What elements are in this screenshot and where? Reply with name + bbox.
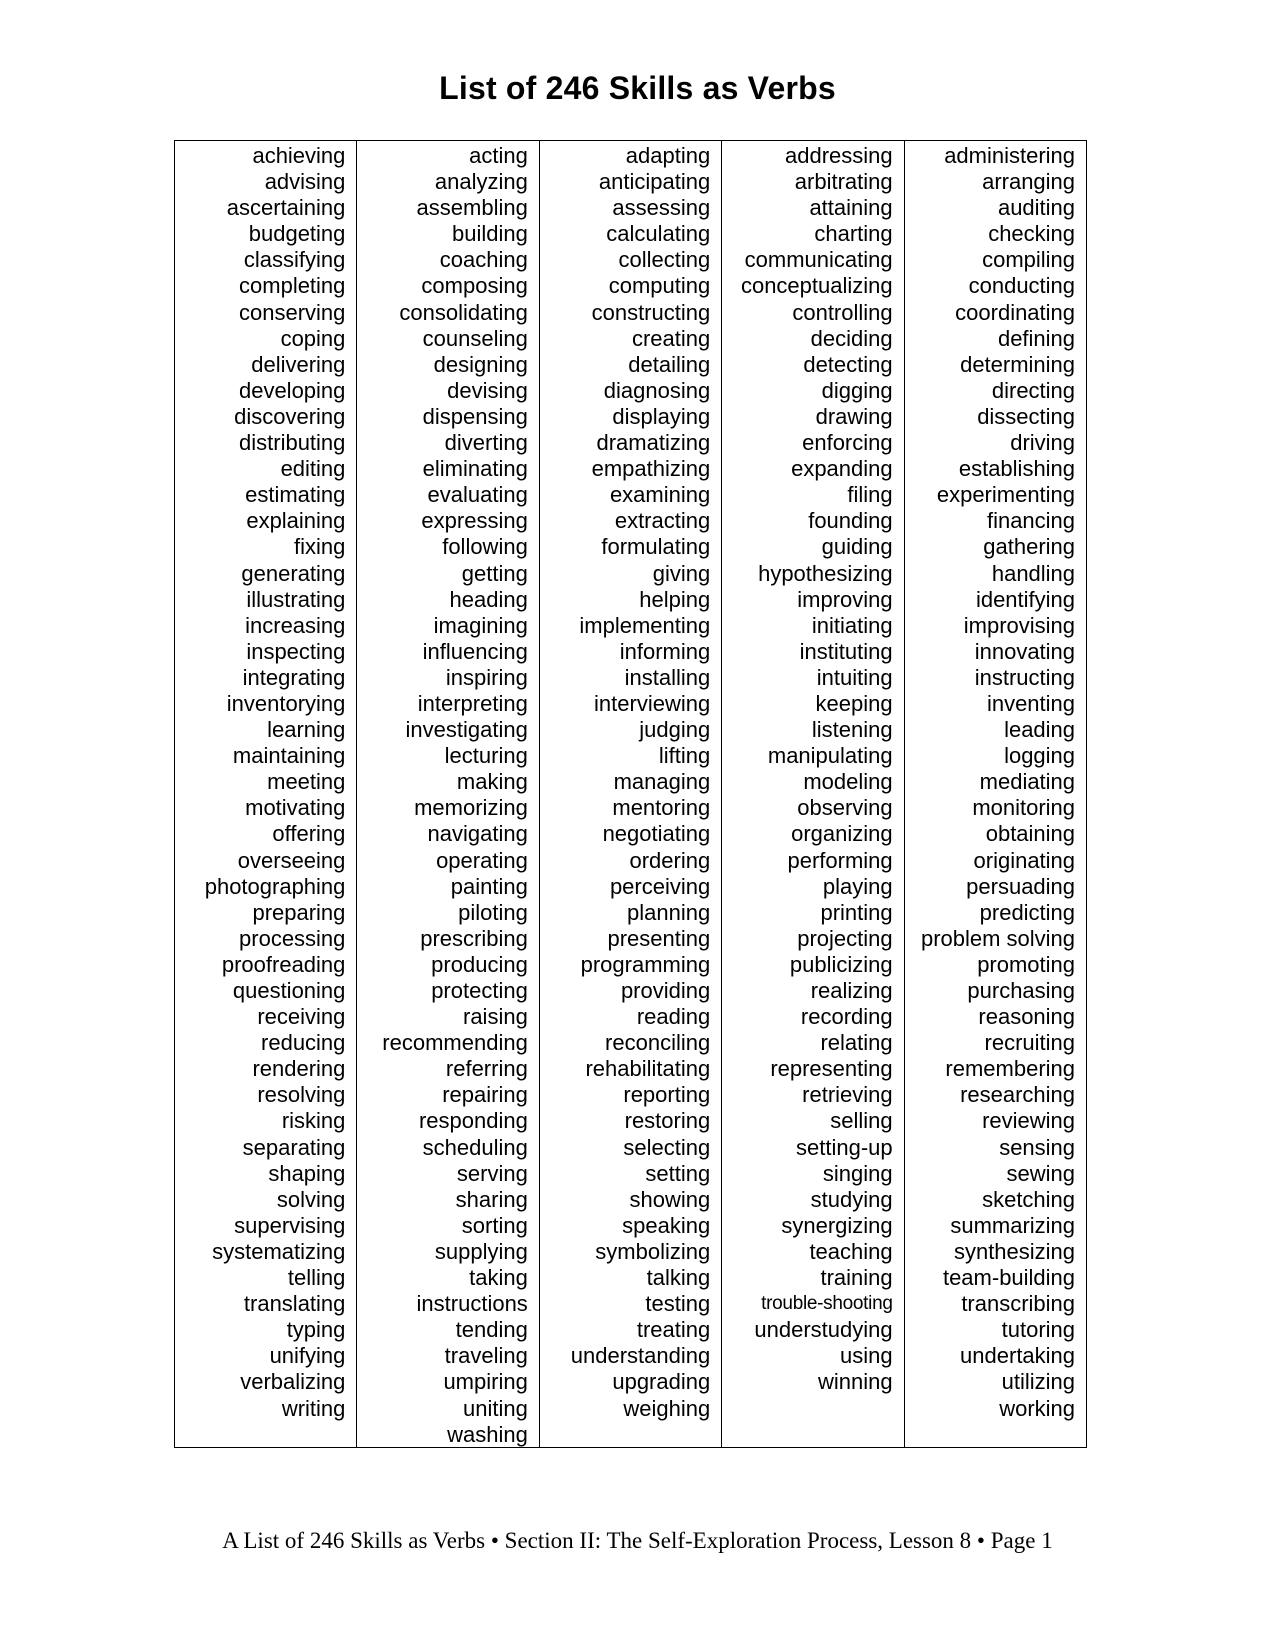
skill-cell: synergizing: [781, 1212, 893, 1238]
page-title: List of 246 Skills as Verbs: [439, 70, 836, 106]
skill-cell: questioning: [232, 978, 346, 1003]
skill-cell: arbitrating: [794, 169, 893, 195]
skill-cell: studying: [810, 1186, 893, 1212]
skill-cell: analyzing: [434, 169, 528, 195]
skill-cell: dispensing: [422, 403, 528, 429]
skill-cell: performing: [787, 847, 893, 873]
skill-cell: upgrading: [612, 1369, 711, 1395]
skill-cell: symbolizing: [595, 1238, 711, 1264]
skill-cell: uniting: [462, 1395, 528, 1421]
skill-cell: generating: [241, 560, 346, 586]
skill-cell: researching: [960, 1082, 1076, 1108]
skill-cell: improving: [797, 586, 893, 612]
skill-cell: monitoring: [972, 795, 1076, 821]
skill-cell: formulating: [601, 534, 711, 560]
skill-cell: logging: [1004, 743, 1076, 769]
skill-cell: conducting: [968, 273, 1076, 299]
skill-cell: informing: [619, 638, 711, 664]
skill-cell: achieving: [252, 143, 346, 168]
skill-cell: expanding: [791, 456, 893, 482]
skill-cell: operating: [436, 847, 528, 873]
skill-cell: directing: [991, 377, 1076, 403]
skill-cell: navigating: [427, 821, 528, 847]
skill-cell: reviewing: [982, 1108, 1076, 1134]
skill-cell: devising: [447, 377, 528, 403]
skill-cell: presenting: [607, 925, 711, 951]
skill-cell: projecting: [797, 925, 893, 951]
skill-cell: representing: [770, 1056, 893, 1082]
skill-cell: memorizing: [414, 795, 528, 821]
skill-cell: interpreting: [417, 690, 528, 716]
skill-cell: relating: [820, 1030, 893, 1056]
skill-cell: empathizing: [591, 456, 711, 482]
skill-cell: shaping: [268, 1160, 346, 1186]
skill-cell: innovating: [974, 638, 1076, 664]
skill-cell: talking: [646, 1265, 711, 1291]
skill-cell: driving: [1010, 430, 1076, 456]
skill-cell: getting: [461, 560, 528, 586]
skill-cell: obtaining: [985, 821, 1076, 847]
skills-table: [174, 140, 1087, 1448]
skill-cell: leading: [1004, 717, 1076, 743]
skill-cell: communicating: [744, 247, 893, 273]
skill-cell: painting: [450, 873, 528, 899]
skill-cell: imagining: [433, 612, 528, 638]
skill-cell: budgeting: [248, 221, 346, 247]
skill-cell: showing: [629, 1186, 711, 1212]
skill-cell: selecting: [623, 1134, 711, 1160]
skill-cell: financing: [986, 508, 1076, 534]
skill-cell: assembling: [416, 195, 528, 221]
skill-cell: systematizing: [212, 1238, 346, 1264]
skill-cell: building: [451, 221, 528, 247]
skill-cell: working: [999, 1395, 1076, 1421]
skill-cell: instituting: [799, 638, 893, 664]
skill-cell: initiating: [811, 612, 893, 638]
skill-cell: assessing: [612, 195, 711, 221]
skill-cell: managing: [613, 769, 711, 795]
skill-cell: typing: [286, 1317, 346, 1343]
skill-cell: explaining: [246, 508, 346, 534]
skill-cell: sorting: [461, 1212, 528, 1238]
skill-cell: preparing: [252, 899, 346, 925]
skill-cell: repairing: [442, 1082, 528, 1108]
skill-cell: anticipating: [598, 169, 711, 195]
skill-cell: estimating: [245, 482, 346, 508]
skill-cell: installing: [624, 664, 711, 690]
skill-cell: supervising: [234, 1212, 346, 1238]
skill-cell: maintaining: [232, 743, 346, 769]
skill-cell: instructing: [974, 664, 1076, 690]
skill-cell: undertaking: [960, 1343, 1076, 1369]
skill-cell: scheduling: [422, 1134, 528, 1160]
skill-cell: gathering: [983, 534, 1076, 560]
skill-cell: protecting: [431, 978, 528, 1003]
skill-cell: raising: [463, 1004, 528, 1030]
skill-cell: sensing: [999, 1134, 1076, 1160]
skill-cell: digging: [821, 377, 893, 403]
skill-cell: tending: [455, 1317, 528, 1343]
skill-cell: reasoning: [978, 1004, 1076, 1030]
skill-cell: auditing: [997, 195, 1076, 221]
skill-cell: composing: [421, 273, 528, 299]
skills-column-2: [357, 141, 539, 1447]
skill-cell: constructing: [591, 299, 711, 325]
skill-cell: following: [442, 534, 528, 560]
skills-column-1: [175, 141, 357, 1447]
skills-column-4: [722, 141, 904, 1447]
skill-cell: summarizing: [950, 1212, 1076, 1238]
skill-cell: tutoring: [1001, 1317, 1076, 1343]
skill-cell: originating: [973, 847, 1076, 873]
skill-cell: implementing: [579, 612, 711, 638]
skill-cell: unifying: [269, 1343, 346, 1369]
skill-cell: teaching: [809, 1238, 893, 1264]
skill-cell: adapting: [625, 143, 711, 168]
skill-cell: piloting: [458, 899, 528, 925]
skill-cell: realizing: [810, 978, 893, 1003]
skill-cell: arranging: [982, 169, 1076, 195]
skill-cell: designing: [433, 351, 528, 377]
skill-cell: reading: [636, 1004, 711, 1030]
skill-cell: creating: [631, 325, 711, 351]
skill-cell: translating: [243, 1291, 346, 1317]
skill-cell: inventing: [986, 690, 1076, 716]
skill-cell: reconciling: [605, 1030, 711, 1056]
skill-cell: solving: [276, 1186, 346, 1212]
skill-cell: computing: [608, 273, 711, 299]
skill-cell: founding: [808, 508, 893, 534]
skill-cell: integrating: [242, 664, 346, 690]
skill-cell: editing: [280, 456, 346, 482]
skill-cell: testing: [645, 1291, 711, 1317]
skill-cell: deciding: [810, 325, 893, 351]
skill-cell: inspecting: [246, 638, 346, 664]
skill-cell: washing: [447, 1421, 528, 1447]
skill-cell: collecting: [618, 247, 711, 273]
skill-cell: resolving: [257, 1082, 346, 1108]
skill-cell: referring: [445, 1056, 528, 1082]
skill-cell: setting: [645, 1160, 711, 1186]
skill-cell: recruiting: [984, 1030, 1076, 1056]
skill-cell: understudying: [754, 1317, 893, 1343]
skill-cell: examining: [609, 482, 711, 508]
skill-cell: extracting: [614, 508, 711, 534]
skill-cell: compiling: [982, 247, 1076, 273]
skill-cell: attaining: [809, 195, 893, 221]
skill-cell: distributing: [239, 430, 346, 456]
skill-cell: receiving: [257, 1004, 346, 1030]
skill-cell: delivering: [251, 351, 346, 377]
skill-cell: fixing: [294, 534, 346, 560]
skill-cell: photographing: [204, 873, 346, 899]
skill-cell: supplying: [434, 1238, 528, 1264]
skill-cell: lecturing: [444, 743, 528, 769]
skills-column-3: [540, 141, 722, 1447]
skill-cell: dramatizing: [596, 430, 711, 456]
skill-cell: motivating: [245, 795, 346, 821]
skill-cell: modeling: [803, 769, 893, 795]
skill-cell: intuiting: [816, 664, 893, 690]
skill-cell: sketching: [982, 1186, 1076, 1212]
skill-cell: proofreading: [221, 951, 346, 977]
skill-cell: advising: [264, 169, 346, 195]
skill-cell: interviewing: [594, 690, 711, 716]
skill-cell: utilizing: [1001, 1369, 1076, 1395]
skill-cell: singing: [822, 1160, 893, 1186]
skill-cell: publicizing: [789, 951, 893, 977]
skill-cell: charting: [814, 221, 893, 247]
skill-cell: classifying: [243, 247, 346, 273]
skill-cell: helping: [639, 586, 711, 612]
skill-cell: drawing: [815, 403, 893, 429]
skill-cell: trouble-shooting: [761, 1293, 893, 1315]
skill-cell: organizing: [791, 821, 893, 847]
skill-cell: listening: [811, 717, 893, 743]
skill-cell: risking: [281, 1108, 346, 1134]
skill-cell: negotiating: [602, 821, 711, 847]
skill-cell: giving: [652, 560, 711, 586]
skill-cell: persuading: [966, 873, 1076, 899]
skill-cell: planning: [627, 899, 711, 925]
skill-cell: winning: [818, 1369, 893, 1395]
skill-cell: inspiring: [445, 664, 528, 690]
skill-cell: recommending: [382, 1030, 528, 1056]
skill-cell: conceptualizing: [740, 273, 893, 299]
skill-cell: separating: [242, 1134, 346, 1160]
skill-cell: developing: [238, 377, 346, 403]
skill-cell: detailing: [628, 351, 711, 377]
skill-cell: predicting: [979, 899, 1076, 925]
skill-cell: controlling: [792, 299, 893, 325]
skill-cell: calculating: [606, 221, 711, 247]
skill-cell: printing: [820, 899, 893, 925]
skill-cell: understanding: [570, 1343, 711, 1369]
skill-cell: speaking: [622, 1212, 711, 1238]
skill-cell: telling: [287, 1265, 346, 1291]
skill-cell: selling: [830, 1108, 893, 1134]
skill-cell: purchasing: [967, 978, 1076, 1003]
skill-cell: consolidating: [399, 299, 528, 325]
skill-cell: prescribing: [420, 925, 528, 951]
skill-cell: acting: [469, 143, 528, 168]
skill-cell: instructions: [416, 1291, 528, 1317]
skill-cell: improvising: [963, 612, 1076, 638]
skill-cell: ordering: [629, 847, 711, 873]
skill-cell: enforcing: [802, 430, 893, 456]
skill-cell: remembering: [945, 1056, 1076, 1082]
skill-cell: lifting: [658, 743, 711, 769]
skill-cell: mentoring: [612, 795, 711, 821]
skill-cell: writing: [281, 1395, 346, 1421]
skill-cell: reducing: [261, 1030, 346, 1056]
skill-cell: dissecting: [977, 403, 1076, 429]
skill-cell: evaluating: [427, 482, 528, 508]
skill-cell: recording: [800, 1004, 893, 1030]
skill-cell: sharing: [455, 1186, 528, 1212]
skill-cell: reporting: [623, 1082, 711, 1108]
skill-cell: increasing: [245, 612, 346, 638]
skill-cell: traveling: [444, 1343, 528, 1369]
skills-column-5: [905, 141, 1086, 1447]
skill-cell: ascertaining: [226, 195, 346, 221]
skill-cell: synthesizing: [953, 1238, 1076, 1264]
skill-cell: inventorying: [226, 690, 346, 716]
skill-cell: learning: [267, 717, 346, 743]
skill-cell: training: [820, 1265, 893, 1291]
skill-cell: addressing: [784, 143, 893, 168]
skill-cell: judging: [639, 717, 711, 743]
skill-cell: treating: [636, 1317, 711, 1343]
skill-cell: filing: [847, 482, 893, 508]
skill-cell: illustrating: [246, 586, 346, 612]
skill-cell: completing: [239, 273, 346, 299]
skill-cell: offering: [272, 821, 346, 847]
skill-cell: experimenting: [936, 482, 1076, 508]
skill-cell: verbalizing: [240, 1369, 346, 1395]
skill-cell: diverting: [444, 430, 528, 456]
skill-cell: serving: [456, 1160, 528, 1186]
skill-cell: producing: [431, 951, 528, 977]
skill-cell: sewing: [1006, 1160, 1076, 1186]
skill-cell: counseling: [422, 325, 528, 351]
skill-cell: checking: [988, 221, 1076, 247]
skill-cell: manipulating: [767, 743, 893, 769]
skill-cell: problem solving: [920, 925, 1076, 951]
skill-cell: restoring: [624, 1108, 711, 1134]
skill-cell: investigating: [405, 717, 528, 743]
skill-cell: influencing: [422, 638, 528, 664]
skill-cell: establishing: [958, 456, 1076, 482]
skill-cell: team-building: [942, 1265, 1076, 1291]
page-footer: A List of 246 Skills as Verbs • Section II: The Self-Exploration Process, Lesson 8 • Page 1: [222, 1528, 1053, 1553]
skill-cell: diagnosing: [603, 377, 711, 403]
skill-cell: taking: [469, 1265, 528, 1291]
skill-cell: defining: [997, 325, 1076, 351]
skill-cell: umpiring: [443, 1369, 528, 1395]
skill-cell: heading: [449, 586, 528, 612]
skill-cell: hypothesizing: [758, 560, 893, 586]
skill-cell: providing: [620, 978, 711, 1003]
skill-cell: rendering: [252, 1056, 346, 1082]
skill-cell: guiding: [821, 534, 893, 560]
skill-cell: mediating: [979, 769, 1076, 795]
skill-cell: conserving: [239, 299, 346, 325]
skill-cell: discovering: [234, 403, 346, 429]
skill-cell: handling: [991, 560, 1076, 586]
skill-cell: processing: [239, 925, 346, 951]
skill-cell: administering: [944, 143, 1076, 168]
skill-cell: transcribing: [961, 1291, 1076, 1317]
skill-cell: retrieving: [802, 1082, 893, 1108]
skill-cell: displaying: [612, 403, 711, 429]
skill-cell: determining: [960, 351, 1076, 377]
skill-cell: coaching: [439, 247, 528, 273]
skill-cell: coordinating: [955, 299, 1076, 325]
skill-cell: expressing: [421, 508, 528, 534]
skill-cell: meeting: [267, 769, 346, 795]
skill-cell: weighing: [623, 1395, 711, 1421]
skill-cell: observing: [797, 795, 893, 821]
skill-cell: eliminating: [422, 456, 528, 482]
skill-cell: playing: [822, 873, 893, 899]
skill-cell: programming: [580, 951, 711, 977]
skill-cell: perceiving: [609, 873, 711, 899]
skill-cell: using: [840, 1343, 893, 1369]
skill-cell: detecting: [803, 351, 893, 377]
skill-cell: keeping: [815, 690, 893, 716]
skill-cell: rehabilitating: [585, 1056, 711, 1082]
skill-cell: making: [456, 769, 528, 795]
skill-cell: responding: [418, 1108, 528, 1134]
skill-cell: promoting: [977, 951, 1076, 977]
skill-cell: overseeing: [237, 847, 346, 873]
skill-cell: coping: [280, 325, 346, 351]
skill-cell: setting-up: [796, 1134, 893, 1160]
skill-cell: identifying: [975, 586, 1076, 612]
